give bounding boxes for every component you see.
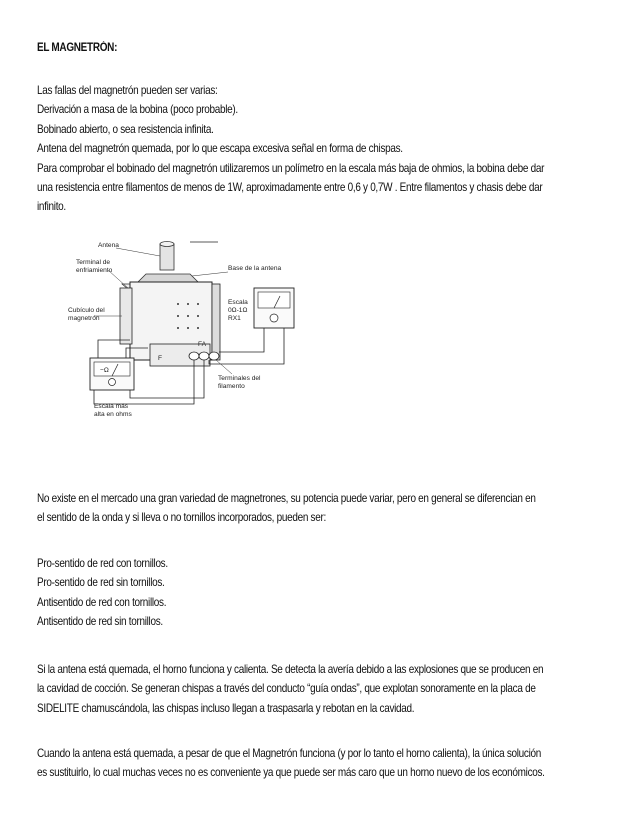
- list-item: Pro-sentido de red sin tornillos.: [37, 576, 165, 590]
- paragraph-line: Si la antena está quemada, el horno funciona y calienta. Se detecta la avería debido a las explosiones que se producen en: [37, 663, 544, 676]
- label-terminal-1: Terminal de: [76, 259, 111, 266]
- paragraph-antena-quemada: [37, 660, 543, 718]
- label-escala-3: RX1: [228, 315, 241, 322]
- filament-terminals: [189, 352, 219, 360]
- label-escala-mas-1: Escala más: [94, 403, 129, 410]
- label-omega: −Ω: [100, 367, 109, 374]
- label-f: F: [158, 355, 163, 362]
- intro-line: Derivación a masa de la bobina (poco probable).: [37, 103, 238, 117]
- magnetron-diagram: [58, 232, 338, 446]
- list-item: Antisentido de red con tornillos.: [37, 595, 167, 609]
- antenna-base-shape: [138, 274, 198, 282]
- paragraph-line: la cavidad de cocción. Se generan chispas a través del conducto “guía ondas”, que explotan sonoramente en la placa de: [37, 682, 536, 696]
- label-antena: Antena: [98, 242, 119, 249]
- intro-line: Antena del magnetrón quemada, por lo que escapa excesiva señal en forma de chispas.: [37, 142, 403, 156]
- intro-paragraph: [37, 81, 544, 217]
- antenna-shape: [160, 244, 174, 270]
- magnetron-diagram-svg: [58, 232, 338, 446]
- paragraph-line: Cuando la antena está quemada, a pesar de que el Magnetrón funciona (y por lo tanto el horno calienta), la única solución: [37, 747, 542, 760]
- list-item: Antisentido de red sin tornillos.: [37, 615, 163, 629]
- intro-line: Las fallas del magnetrón pueden ser varias:: [37, 84, 218, 97]
- paragraph-line: No existe en el mercado una gran variedad de magnetrones, su potencia puede variar, pero en general se diferencian en: [37, 492, 536, 505]
- intro-line: una resistencia entre filamentos de menos de 1W, aproximadamente entre 0,6 y 0,7W . Entre filamentos y chasis debe dar: [37, 181, 543, 195]
- label-cubiculo-1: Cubículo del: [68, 307, 105, 314]
- paragraph-line: es sustituirlo, lo cual muchas veces no es conveniente ya que puede ser más caro que un horno nuevo de los económicos.: [37, 766, 545, 780]
- label-base-antena: Base de la antena: [228, 265, 282, 272]
- label-escala-1: Escala: [228, 299, 248, 306]
- paragraph-solucion: [37, 744, 545, 783]
- document-title: EL MAGNETRÓN:: [37, 41, 118, 54]
- label-terminales-2: filamento: [218, 383, 245, 390]
- paragraph-variedad: [37, 489, 536, 528]
- label-escala-2: 0Ω-1Ω: [228, 307, 248, 314]
- intro-line: infinito.: [37, 200, 66, 214]
- paragraph-line: el sentido de la onda y si lleva o no tornillos incorporados, pueden ser:: [37, 511, 326, 525]
- list-item: Pro-sentido de red con tornillos.: [37, 557, 168, 570]
- label-terminales-1: Terminales del: [218, 375, 261, 382]
- magnetron-types-list: [37, 554, 168, 632]
- label-terminal-2: enfriamiento: [76, 267, 113, 274]
- label-fa: FA: [198, 341, 207, 348]
- label-cubiculo-2: magnetrón: [68, 315, 100, 322]
- label-escala-mas-2: alta en ohms: [94, 411, 132, 418]
- intro-line: Para comprobar el bobinado del magnetrón utilizaremos un polímetro en la escala más baja de ohmios, la bobina debe dar: [37, 161, 545, 175]
- intro-line: Bobinado abierto, o sea resistencia infinita.: [37, 122, 214, 136]
- paragraph-line: SIDELITE chamuscándola, las chispas incluso llegan a traspasarla y rebotan en la cavidad.: [37, 701, 415, 715]
